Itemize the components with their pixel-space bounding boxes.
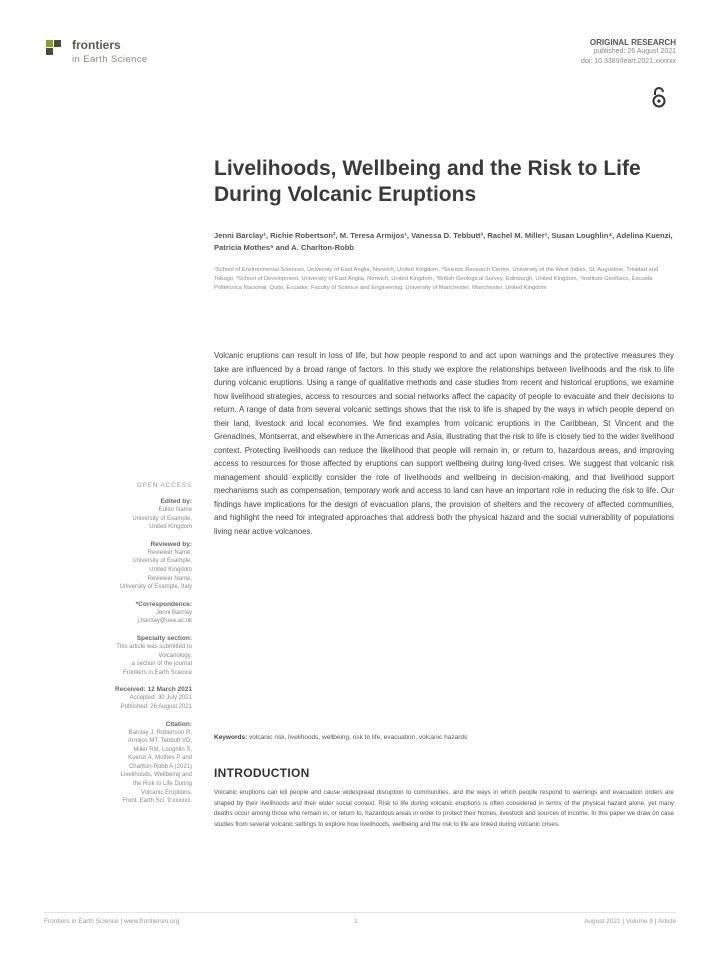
open-access-label: OPEN ACCESS <box>136 482 192 489</box>
sidebar-section-line: Volcanology, <box>158 652 192 659</box>
sidebar-section <box>44 497 192 532</box>
footer-volume: August 2021 | Volume 9 | Article <box>584 918 676 925</box>
frontiers-logo-icon <box>44 36 66 58</box>
sidebar-section-line: United Kingdom <box>149 524 192 531</box>
article-sidebar <box>44 482 192 814</box>
sidebar-section-line: Reviewer Name, <box>147 549 192 556</box>
affiliations: ¹School of Environmental Sciences, University of East Anglia, Norwich, United Kingdom, ²Seismic Research Centre, University of the West Indies, St. Augustine, Trinidad and Tobago, ³School of Development, University of East Anglia, Norwich, United Kingdom, ⁴British Geological Survey, Edinburgh, United Kingdom, ⁵Instituto Geofísico, Escuela Politécnica Nacional, Quito, Ecuador, Faculty of Science and Engineering, University of Manchester, Manchester, United Kingdom <box>214 267 659 291</box>
page-footer <box>44 912 676 926</box>
sidebar-section-line: Miller RM, Loughlin S, <box>133 746 192 753</box>
footer-journal: Frontiers in Earth Science | www.frontiersin.org <box>44 918 180 925</box>
sidebar-section <box>44 540 192 592</box>
sidebar-section-heading: Received: 12 March 2021 <box>115 686 192 694</box>
sidebar-section-line: This article was submitted to <box>116 643 192 650</box>
sidebar-section-line: Accepted: 30 July 2021 <box>129 695 192 702</box>
sidebar-section-line: Published: 26 August 2021 <box>120 703 192 710</box>
abstract: Volcanic eruptions can result in loss of life, but how people respond to and act upon warnings and the protective measures they take are influenced by a broad range of factors. In this study we explore the relationships between livelihoods and the risk to life during volcanic eruptions. Using a range of qualitative methods and case studies from recent and historical eruptions, we examine how livelihood strategies, access to resources and social networks affect the capacity of people to evacuate and their decisions to return. A range of data from several volcanic settings shows that the risk to life is shaped by the ways in which people depend on their land, livestock and local economies. We find examples from volcanic eruptions in the Caribbean, St Vincent and the Grenadines, Montserrat, and elsewhere in the Americas and Asia, illustrating that the risk to life is closely tied to the wider livelihood context. Protecting livelihoods can reduce the likelihood that people will remain in, or return to, hazardous areas, and improving access to resources for those affected by eruptions can support wellbeing during long-lived crises. We suggest that volcanic risk management should explicitly consider the role of livelihoods and wellbeing in decision-making, and that livelihood support mechanisms such as compensation, temporary work and access to land can have an important role in reducing the risk to life. Our findings have implications for the design of evacuation plans, the provision of shelters and the recovery of affected communities, and highlight the need for integrated approaches that address both the physical hazard and the social vulnerability of populations living near active volcanoes. <box>214 351 674 536</box>
sidebar-section-line: Front. Earth Sci. 9:xxxxxx. <box>122 798 192 805</box>
sidebar-section-line: Frontiers in Earth Science <box>122 669 192 676</box>
sidebar-section-line: Volcanic Eruptions. <box>140 789 192 796</box>
sidebar-section-line: a section of the journal <box>131 661 192 668</box>
journal-name: frontiers <box>72 38 121 52</box>
sidebar-section-line: Editor Name <box>158 507 192 513</box>
sidebar-section-heading: *Correspondence: <box>135 600 192 608</box>
footer-divider <box>44 912 676 913</box>
sidebar-section-heading: Specialty section: <box>136 634 192 642</box>
keywords-list: volcanic risk, livelihoods, wellbeing, risk to life, evacuation, volcanic hazards <box>249 734 468 741</box>
sidebar-section-line: University of Example, Italy <box>119 584 192 591</box>
sidebar-section-line: Livelihoods, Wellbeing and <box>120 772 192 779</box>
author-list: Jenni Barclay¹, Richie Robertson², M. Teresa Armijos¹, Vanessa D. Tebbutt³, Rachel M. Miller¹, Susan Loughlin⁴, Adelina Kuenzi, Patricia Mothes⁵ and A. Charlton-Robb <box>214 231 673 252</box>
sidebar-section <box>44 600 192 626</box>
sidebar-section-line: Kuenzi A, Mothes P and <box>128 755 192 762</box>
section-heading-introduction: INTRODUCTION <box>214 766 310 780</box>
sidebar-section-line: United Kingdom <box>149 566 192 573</box>
sidebar-section-line: Armijos MT, Tebbutt VD, <box>127 738 192 745</box>
doi-link[interactable]: doi: 10.3389/feart.2021.xxxxxx <box>581 58 676 65</box>
journal-subtitle: in Earth Science <box>72 54 148 65</box>
article-type: ORIGINAL RESEARCH <box>589 38 676 47</box>
keywords <box>214 734 674 741</box>
sidebar-section-line: Barclay J, Robertson R, <box>128 729 192 736</box>
sidebar-section-heading: Reviewed by: <box>150 540 192 548</box>
sidebar-section-line: Charlton-Robb A (2021) <box>128 763 192 770</box>
page-number: 1 <box>354 918 358 925</box>
open-access-icon <box>650 86 668 108</box>
sidebar-section-line: University of Example, <box>132 558 192 565</box>
sidebar-section-line: the Risk to Life During <box>132 781 192 788</box>
sidebar-section-line: University of Example, <box>132 515 192 522</box>
sidebar-section-line: Jenni Barclay <box>155 609 192 616</box>
sidebar-section <box>44 685 192 711</box>
sidebar-section-heading: Edited by: <box>160 498 192 505</box>
article-meta <box>476 38 676 67</box>
published-date: published: 26 August 2021 <box>593 48 676 55</box>
sidebar-section <box>44 720 192 806</box>
sidebar-section-heading: Citation: <box>165 720 192 728</box>
keywords-label: Keywords: <box>214 734 248 741</box>
journal-logo <box>44 34 204 70</box>
sidebar-section <box>44 634 192 677</box>
article-title: Livelihoods, Wellbeing and the Risk to Life During Volcanic Eruptions <box>214 157 641 206</box>
sidebar-section-line: j.barclay@uea.ac.uk <box>137 618 192 625</box>
introduction-text: Volcanic eruptions can kill people and cause widespread disruption to communities, and the ways in which people respond to warnings and evacuation orders are shaped by their livelihoods and their wider social context. Risk to life during volcanic eruptions is often considered in terms of the physical hazard alone, yet many deaths occur among those who remain in, or return to, hazardous areas in order to protect their homes, livestock and sources of income. In this paper we draw on case studies from several volcanic settings to explore how livelihoods, wellbeing and the risk to life are linked during volcanic crises. <box>214 789 674 828</box>
sidebar-section-line: Reviewer Name, <box>147 575 192 582</box>
